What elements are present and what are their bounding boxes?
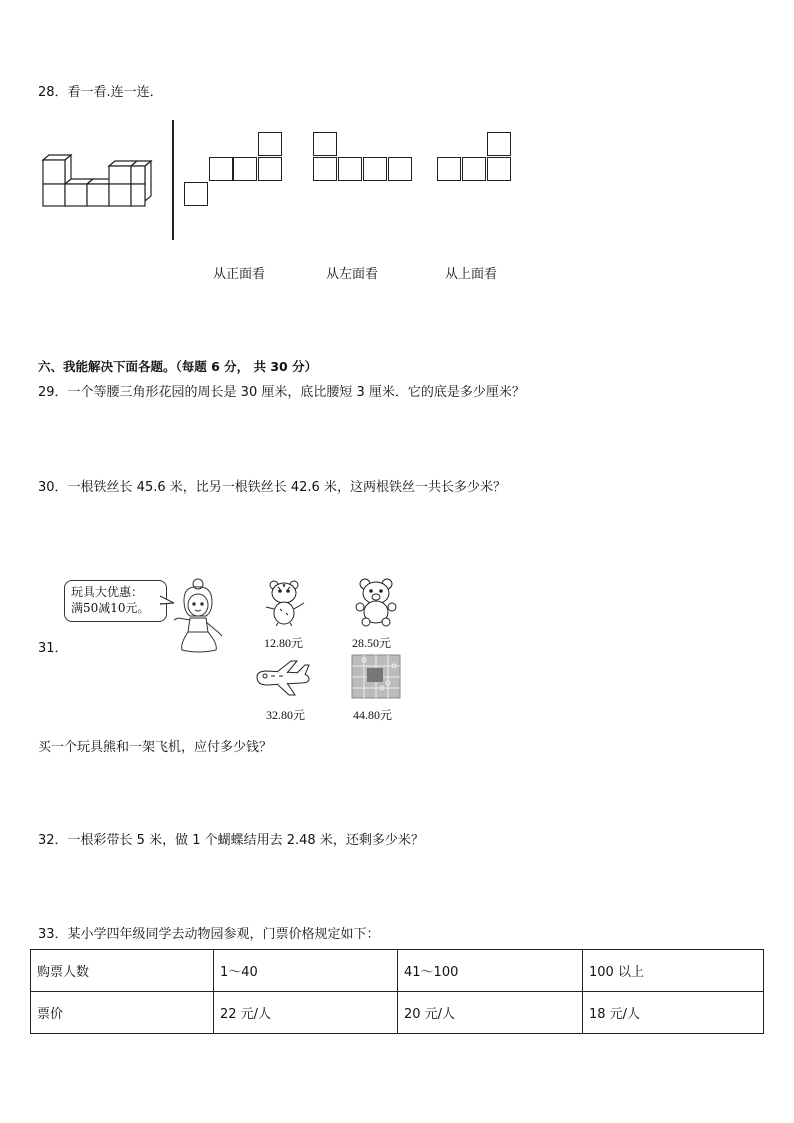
q33-text: 33．某小学四年级同学去动物园参观，门票价格规定如下： — [38, 927, 380, 942]
table-cell: 22 元/人 — [214, 992, 398, 1034]
girl-illustration-icon — [170, 578, 235, 658]
grid-cell — [233, 157, 257, 181]
view-label-top[interactable]: 从上面看 — [445, 267, 498, 282]
teddy-bear-icon[interactable] — [354, 577, 398, 627]
grid-cell — [487, 132, 511, 156]
ticket-price-table — [30, 949, 764, 1034]
view-label-front[interactable]: 从正面看 — [213, 267, 266, 282]
speech-bubble — [64, 580, 167, 622]
table-cell: 1～40 — [214, 950, 398, 992]
table-cell: 100 以上 — [583, 950, 764, 992]
grid-cell — [209, 157, 233, 181]
divider-line — [172, 120, 174, 240]
cube-arrangement-figure — [40, 152, 155, 210]
q30-text: 30．一根铁丝长 45.6 米，比另一根铁丝长 42.6 米，这两根铁丝一共长多少米？ — [38, 480, 506, 495]
grid-cell — [338, 157, 362, 181]
q32-text: 32．一根彩带长 5 米，做 1 个蝴蝶结用去 2.48 米，还剩多少米？ — [38, 833, 424, 848]
grid-cell — [487, 157, 511, 181]
price-bear: 28.50元 — [352, 636, 392, 650]
q31-question: 买一个玩具熊和一架飞机，应付多少钱？ — [38, 740, 273, 755]
price-airplane: 32.80元 — [266, 708, 306, 722]
grid-cell — [437, 157, 461, 181]
grid-cell — [184, 182, 208, 206]
table-cell: 41～100 — [398, 950, 583, 992]
grid-cell — [313, 132, 337, 156]
table-row — [31, 992, 764, 1034]
price-tiger: 12.80元 — [264, 636, 304, 650]
grid-cell — [388, 157, 412, 181]
view-label-left[interactable]: 从左面看 — [326, 267, 379, 282]
table-cell: 18 元/人 — [583, 992, 764, 1034]
grid-cell — [313, 157, 337, 181]
grid-cell — [258, 157, 282, 181]
jigsaw-puzzle-icon[interactable] — [351, 654, 401, 699]
airplane-toy-icon[interactable] — [253, 657, 313, 697]
bubble-line-2: 满50减10元。 — [71, 601, 150, 615]
q31-number: 31． — [38, 641, 68, 656]
table-cell: 购票人数 — [31, 950, 214, 992]
tiger-toy-icon[interactable] — [260, 577, 310, 627]
grid-cell — [258, 132, 282, 156]
section-heading: 六、我能解决下面各题。（每题 6 分， 共 30 分） — [38, 359, 318, 374]
table-row — [31, 950, 764, 992]
q29-text: 29．一个等腰三角形花园的周长是 30 厘米，底比腰短 3 厘米．它的底是多少厘米？ — [38, 385, 525, 400]
bubble-line-1: 玩具大优惠： — [71, 585, 144, 599]
q28-title: 28．看一看.连一连． — [38, 85, 163, 100]
grid-cell — [462, 157, 486, 181]
table-cell: 20 元/人 — [398, 992, 583, 1034]
table-cell: 票价 — [31, 992, 214, 1034]
price-puzzle: 44.80元 — [353, 708, 393, 722]
grid-cell — [363, 157, 387, 181]
